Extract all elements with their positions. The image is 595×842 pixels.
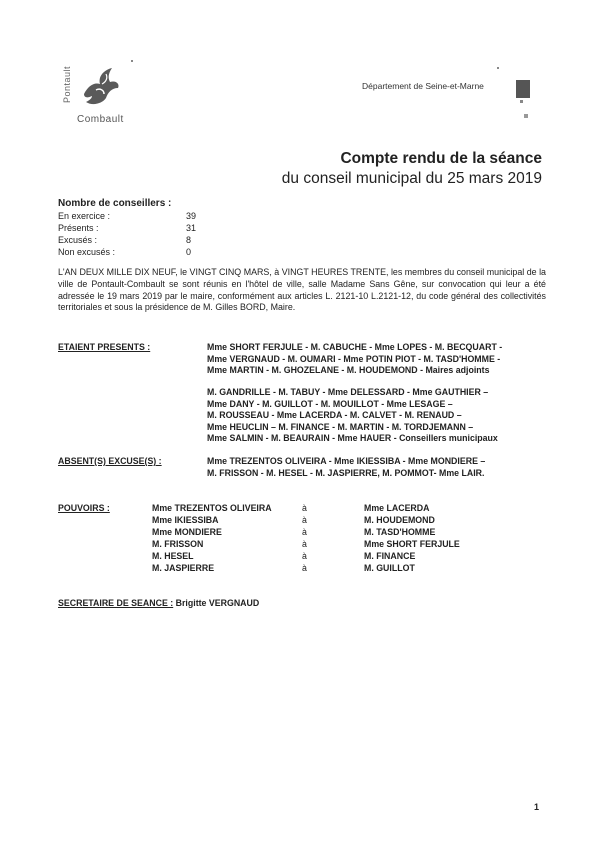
page-subtitle: du conseil municipal du 25 mars 2019 <box>281 170 542 187</box>
present-line: Mme HEUCLIN – M. FINANCE - M. MARTIN - M. TORDJEMANN – <box>207 421 474 432</box>
proxy-to: Mme LACERDA <box>364 503 430 513</box>
proxy-from: Mme IKIESSIBA <box>152 515 219 525</box>
secretary-name: Brigitte VERGNAUD <box>175 598 260 608</box>
proxy-separator: à <box>302 539 307 549</box>
proxy-separator: à <box>302 503 307 513</box>
proxies-label: POUVOIRS : <box>58 503 110 513</box>
proxy-separator: à <box>302 515 307 525</box>
stat-value: 0 <box>186 247 192 257</box>
present-line: Mme VERGNAUD - M. OUMARI - Mme POTIN PIOT - M. TASD'HOMME - <box>207 353 501 364</box>
present-line: Mme MARTIN - M. GHOZELANE - M. HOUDEMOND - Maires adjoints <box>207 365 490 376</box>
stat-value: 8 <box>186 235 192 245</box>
absent-line: M. FRISSON - M. HESEL - M. JASPIERRE, M. POMMOT- Mme LAIR. <box>207 467 485 478</box>
scan-speck <box>497 67 499 69</box>
proxy-from: M. JASPIERRE <box>152 563 215 573</box>
proxy-from: Mme MONDIERE <box>152 527 222 537</box>
proxy-separator: à <box>302 563 307 573</box>
stat-label: Présents : <box>58 223 99 233</box>
proxy-separator: à <box>302 527 307 537</box>
stat-label: Non excusés : <box>58 247 116 257</box>
stat-label: Excusés : <box>58 235 98 245</box>
present-line: Mme SALMIN - M. BEAURAIN - Mme HAUER - Conseillers municipaux <box>207 433 498 444</box>
department-mark-dot <box>520 100 523 103</box>
page-title: Compte rendu de la séance <box>340 150 542 167</box>
absent-label: ABSENT(S) EXCUSE(S) : <box>58 456 162 466</box>
proxy-to: Mme SHORT FERJULE <box>364 539 460 549</box>
department-mark-dot <box>524 114 528 118</box>
bird-logo-icon <box>78 64 122 108</box>
city-logo <box>62 62 142 130</box>
proxy-to: M. HOUDEMOND <box>364 515 435 525</box>
present-line: M. ROUSSEAU - Mme LACERDA - M. CALVET - M. RENAUD – <box>207 410 462 421</box>
proxy-from: M. HESEL <box>152 551 194 561</box>
absent-list <box>207 456 485 479</box>
present-label: ETAIENT PRESENTS : <box>58 342 151 352</box>
proxy-from: Mme TREZENTOS OLIVEIRA <box>152 503 272 513</box>
proxy-separator: à <box>302 551 307 561</box>
proxy-to: M. TASD'HOMME <box>364 527 436 537</box>
present-line: Mme SHORT FERJULE - M. CABUCHE - Mme LOPES - M. BECQUART - <box>207 342 503 352</box>
proxy-from: M. FRISSON <box>152 539 204 549</box>
proxy-to: M. GUILLOT <box>364 563 415 573</box>
present-councillors <box>207 387 498 445</box>
councillors-heading: Nombre de conseillers : <box>58 198 172 209</box>
page-number: 1 <box>534 802 540 812</box>
proxy-to: M. FINANCE <box>364 551 416 561</box>
present-line: M. GANDRILLE - M. TABUY - Mme DELESSARD - Mme GAUTHIER – <box>207 387 489 397</box>
secretary-label: SECRETAIRE DE SEANCE : <box>58 598 174 608</box>
stat-label: En exercice : <box>58 211 111 221</box>
stat-value: 39 <box>186 211 197 221</box>
present-line: Mme DANY - M. GUILLOT - M. MOUILLOT - Mme LESAGE – <box>207 398 453 409</box>
stat-value: 31 <box>186 223 197 233</box>
intro-paragraph: L'AN DEUX MILLE DIX NEUF, le VINGT CINQ MARS, à VINGT HEURES TRENTE, les membres du conseil municipal de la ville de Pontault-Combault se sont réunis en l'hôtel de ville, salle Madame Sans Gêne, sur convocation qui leur a été adressée le 19 mars 2019 par le maire, conformément aux articles L. 2121-10 L.2121-12, du code général des collectivités territoriales et sous la présidence de M. Gilles BORD, Maire. <box>58 267 546 313</box>
department-name: Département de Seine-et-Marne <box>362 81 484 91</box>
present-adjoints <box>207 342 502 377</box>
absent-line: Mme TREZENTOS OLIVEIRA - Mme IKIESSIBA - Mme MONDIERE – <box>207 456 486 466</box>
scan-speck <box>131 60 133 62</box>
logo-vertical-text: Pontault <box>62 66 72 104</box>
department-mark <box>516 80 530 98</box>
logo-text: Combault <box>77 114 124 125</box>
secretary-line <box>58 598 259 608</box>
